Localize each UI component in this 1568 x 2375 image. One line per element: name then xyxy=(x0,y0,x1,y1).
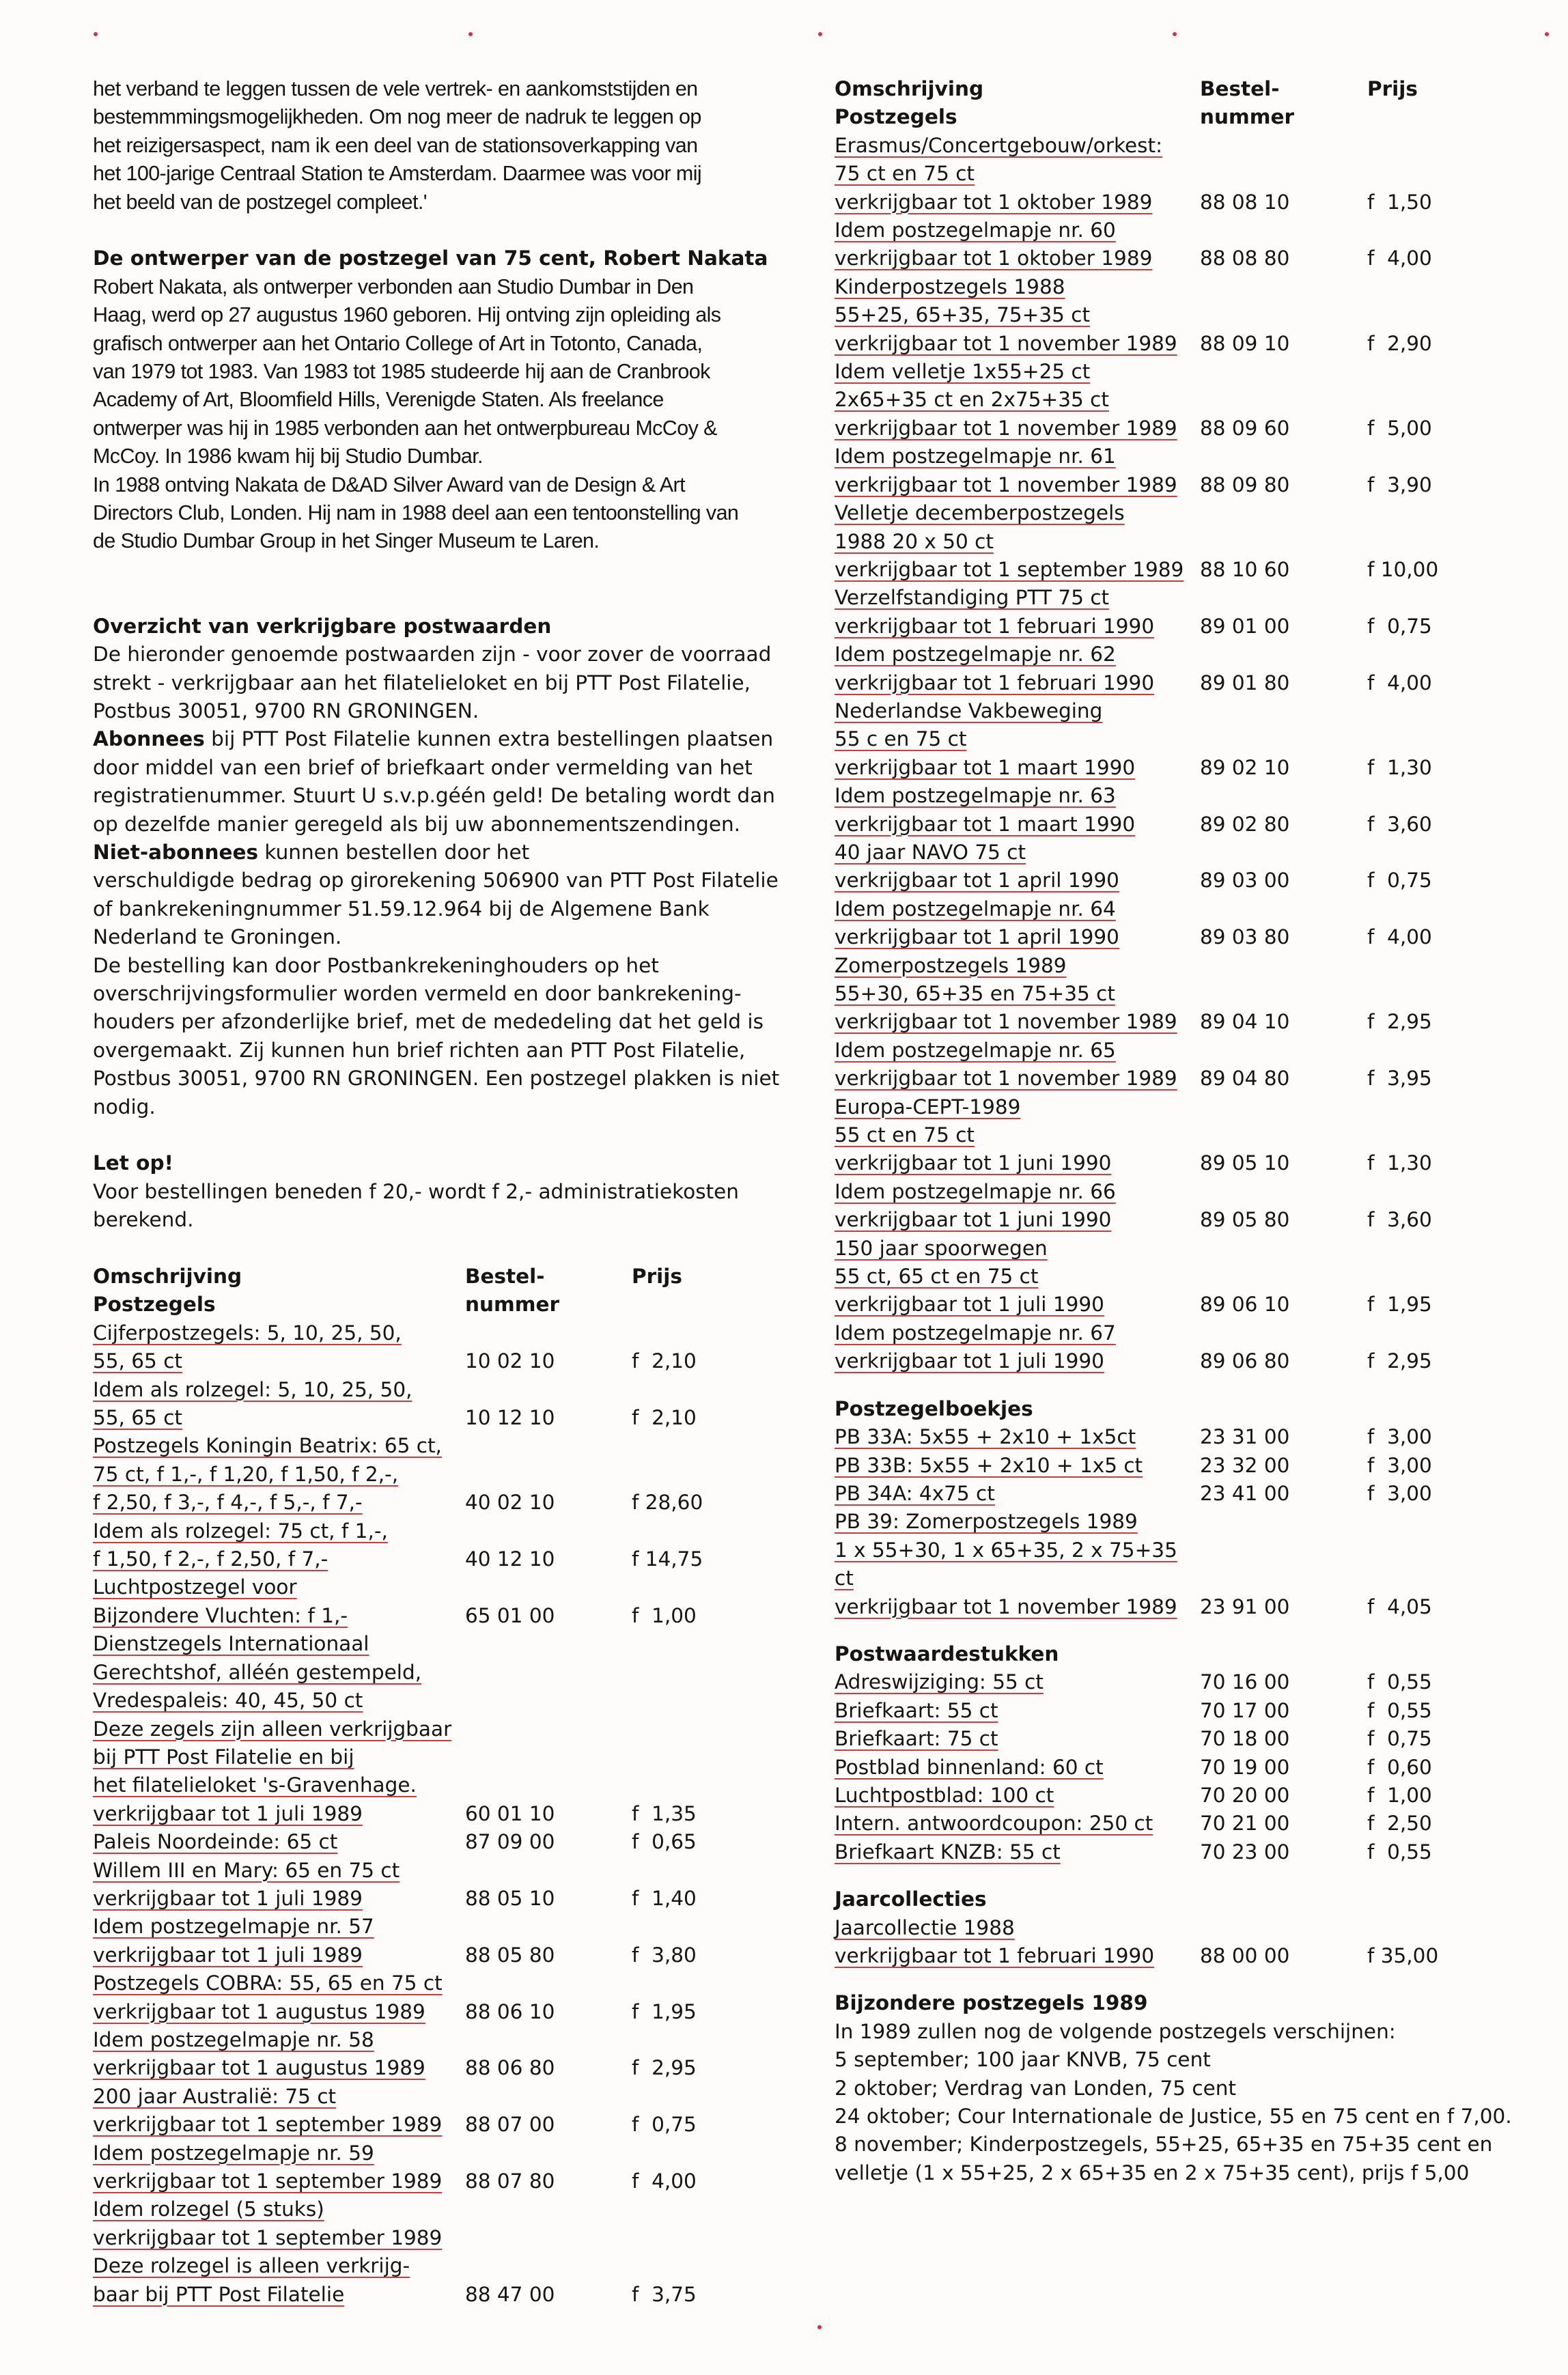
row-order-number: 88 09 10 xyxy=(1200,331,1290,355)
row-price: f 3,75 xyxy=(632,2282,697,2306)
row-price: f 2,50 xyxy=(1367,1812,1432,1836)
row-order-number: 88 06 80 xyxy=(465,2056,555,2080)
table-row xyxy=(93,1828,796,1856)
table-header xyxy=(835,75,1517,132)
table-row xyxy=(835,132,1517,216)
row-price: f 3,90 xyxy=(1367,473,1432,496)
row-description: Nederlandse Vakbeweging 55 c en 75 ct verkrijgbaar tot 1 maart 1990 xyxy=(835,699,1136,779)
special-stamps-paragraph: In 1989 zullen nog de volgende postzegels verschijnen: 5 september; 100 jaar KNVB, 75 cent 2 oktober; Verdrag van Londen, 75 cent 24 oktober; Cour Internationale de Justice, 55 en 75 cent en f 7,00. 8 november; Kinderpostzegels, 55+25, 65+35 en 75+35 cent en velletje (1 x 55+25, 2 x 65+35 en 2 x 75+35 cent), prijs f 5,00 xyxy=(835,2019,1512,2184)
niet-abonnees-label: Niet-abonnees xyxy=(93,840,259,864)
row-price: f 3,60 xyxy=(1367,812,1432,836)
row-description: PB 33A: 5x55 + 2x10 + 1x5ct xyxy=(835,1425,1136,1449)
row-order-number: 89 03 80 xyxy=(1200,925,1290,949)
table-row xyxy=(835,1914,1517,1971)
row-order-number: 23 32 00 xyxy=(1200,1453,1290,1477)
table-row xyxy=(93,1432,796,1517)
row-description: Idem velletje 1x55+25 ct 2x65+35 ct en 2x75+35 ct verkrijgbaar tot 1 november 1989 xyxy=(835,360,1177,440)
designer-paragraph: Robert Nakata, als ontwerper verbonden aan Studio Dumbar in Den Haag, werd op 27 augustus 1960 geboren. Hij ontving zijn opleiding als grafisch ontwerper aan het Ontario College of Art in Totonto, Canada, van 1979 tot 1983. Van 1983 tot 1985 studeerde hij aan de Cranbrook Academy of Art, Bloomfield Hills, Verenigde Staten. Als freelance ontwerper was hij in 1985 verbonden aan het ontwerpbureau McCoy & McCoy. In 1986 kwam hij bij Studio Dumbar. In 1988 ontving Nakata de D&AD Silver Award van de Design & Art Directors Club, Londen. Hij nam in 1988 deel aan een tentoonstelling van de Studio Dumbar Group in het Singer Museum te Laren. xyxy=(93,275,739,553)
abonnees-paragraph xyxy=(93,725,796,839)
row-price: f 4,05 xyxy=(1367,1594,1432,1618)
table-row xyxy=(835,442,1517,499)
row-order-number: 70 21 00 xyxy=(1200,1812,1290,1836)
table-row xyxy=(93,1517,796,1574)
row-price: f 0,75 xyxy=(1367,869,1432,893)
row-price: f 35,00 xyxy=(1367,1944,1439,1967)
header-description: Omschrijving Postzegels xyxy=(93,1265,242,1317)
row-price: f 1,95 xyxy=(632,1999,697,2023)
row-description: Zomerpostzegels 1989 55+30, 65+35 en 75+35 ct verkrijgbaar tot 1 november 1989 xyxy=(835,953,1177,1034)
row-description: Idem rolzegel (5 stuks) verkrijgbaar tot 1 september 1989 Deze rolzegel is alleen verkrijg- baar bij PTT Post Filatelie xyxy=(93,2197,443,2306)
row-description: Idem postzegelmapje nr. 63 verkrijgbaar tot 1 maart 1990 xyxy=(835,784,1136,836)
row-description: Idem postzegelmapje nr. 65 verkrijgbaar tot 1 november 1989 xyxy=(835,1038,1177,1091)
table-row xyxy=(93,1319,796,1376)
row-price: f 1,00 xyxy=(632,1603,697,1627)
row-description: Idem postzegelmapje nr. 59 verkrijgbaar tot 1 september 1989 xyxy=(93,2141,443,2193)
table-row xyxy=(93,2139,796,2196)
table-row xyxy=(93,1857,796,1913)
row-order-number: 89 06 80 xyxy=(1200,1349,1290,1373)
table-row xyxy=(835,1810,1517,1838)
designer-heading: De ontwerper van de postzegel van 75 cent, Robert Nakata xyxy=(93,247,768,270)
row-description: Luchtpostblad: 100 ct xyxy=(835,1783,1054,1807)
row-price: f 14,75 xyxy=(632,1547,703,1571)
row-price: f 5,00 xyxy=(1367,416,1432,440)
table-row xyxy=(835,782,1517,839)
row-price: f 3,60 xyxy=(1367,1208,1432,1232)
niet-abonnees-paragraph xyxy=(93,839,796,1121)
row-description: 200 jaar Australië: 75 ct verkrijgbaar tot 1 september 1989 xyxy=(93,2084,443,2137)
row-order-number: 88 05 80 xyxy=(465,1943,555,1967)
row-order-number: 89 01 00 xyxy=(1200,614,1290,638)
row-price: f 1,40 xyxy=(632,1886,697,1910)
row-description: Cijferpostzegels: 5, 10, 25, 50, 55, 65 ct xyxy=(93,1321,402,1373)
row-order-number: 88 09 60 xyxy=(1200,416,1290,440)
row-order-number: 89 06 10 xyxy=(1200,1293,1290,1317)
row-description: Briefkaart: 75 ct xyxy=(835,1727,998,1751)
header-price: Prijs xyxy=(1367,77,1418,100)
row-order-number: 60 01 10 xyxy=(465,1801,555,1825)
row-description: Idem als rolzegel: 75 ct, f 1,-, f 1,50, f 2,-, f 2,50, f 7,- xyxy=(93,1519,388,1571)
row-description: Dienstzegels Internationaal Gerechtshof, alléén gestempeld, Vredespaleis: 40, 45, 50 ct Deze zegels zijn alleen verkrijgbaar bij PTT Post Filatelie en bij het filatelieloket 's-Gravenhage. verkrijgbaar tot 1 juli 1989 xyxy=(93,1632,452,1825)
table-row xyxy=(835,1423,1517,1451)
row-price: f 4,00 xyxy=(1367,671,1432,694)
table-row xyxy=(835,1178,1517,1235)
row-price: f 3,00 xyxy=(1367,1481,1432,1505)
table-row xyxy=(835,1697,1517,1725)
row-description: Erasmus/Concertgebouw/orkest: 75 ct en 75 ct verkrijgbaar tot 1 oktober 1989 xyxy=(835,133,1163,214)
row-description: Idem postzegelmapje nr. 64 verkrijgbaar tot 1 april 1990 xyxy=(835,897,1119,949)
abonnees-text: bij PTT Post Filatelie kunnen extra bestellingen plaatsen door middel van een brief of briefkaart onder vermelding van het registratienummer. Stuurt U s.v.p.géén geld! De betaling wordt dan op dezelfde manier geregeld als bij uw abonnementszendingen. xyxy=(93,727,775,836)
row-order-number: 88 09 80 xyxy=(1200,473,1290,496)
table-row xyxy=(835,1725,1517,1753)
row-description: Briefkaart KNZB: 55 ct xyxy=(835,1840,1061,1864)
row-order-number: 89 04 10 xyxy=(1200,1010,1290,1034)
row-description: 150 jaar spoorwegen 55 ct, 65 ct en 75 ct verkrijgbaar tot 1 juli 1990 xyxy=(835,1236,1104,1317)
row-order-number: 65 01 00 xyxy=(465,1603,555,1627)
row-price: f 3,00 xyxy=(1367,1425,1432,1449)
row-description: Luchtpostzegel voor Bijzondere Vluchten: f 1,- xyxy=(93,1575,348,1627)
row-price: f 1,00 xyxy=(1367,1783,1432,1807)
row-description: Idem als rolzegel: 5, 10, 25, 50, 55, 65 ct xyxy=(93,1377,412,1430)
row-description: Intern. antwoordcoupon: 250 ct xyxy=(835,1812,1153,1836)
row-order-number: 88 08 10 xyxy=(1200,190,1290,214)
niet-abonnees-text: kunnen bestellen door het verschuldigde bedrag op girorekening 506900 van PTT Post Filatelie of bankrekeningnummer 51.59.12.964 bij de Algemene Bank Nederland te Groningen. De bestelling kan door Postbankrekeninghouders op het overschrijvingsformulier worden vermeld en door bankrekening- houders per afzonderlijke brief, met de mededeling dat het geld is overgemaakt. Zij kunnen hun brief richten aan PTT Post Filatelie, Postbus 30051, 9700 RN GRONINGEN. Een postzegel plakken is niet nodig. xyxy=(93,840,780,1119)
row-price: f 1,30 xyxy=(1367,1151,1432,1175)
row-order-number: 70 16 00 xyxy=(1200,1670,1290,1694)
row-price: f 2,95 xyxy=(632,2056,697,2080)
row-description: Paleis Noordeinde: 65 ct xyxy=(93,1830,338,1854)
special-stamps-heading: Bijzondere postzegels 1989 xyxy=(835,1991,1148,2015)
table-row xyxy=(835,1093,1517,1178)
bottom-dot xyxy=(817,2325,822,2329)
row-order-number: 88 07 80 xyxy=(465,2169,555,2193)
top-dot-3 xyxy=(818,32,822,36)
row-price: f 2,95 xyxy=(1367,1010,1432,1034)
row-price: f 0,75 xyxy=(1367,614,1432,638)
header-order-number: Bestel- nummer xyxy=(465,1265,560,1317)
table-row xyxy=(835,1508,1517,1621)
row-price: f 3,80 xyxy=(632,1943,697,1967)
row-description: Idem postzegelmapje nr. 60 verkrijgbaar tot 1 oktober 1989 xyxy=(835,219,1153,270)
table-row xyxy=(93,1376,796,1433)
top-dot-5 xyxy=(1545,32,1549,36)
row-order-number: 70 19 00 xyxy=(1200,1755,1290,1779)
table-row xyxy=(835,1668,1517,1696)
stamps-table-right xyxy=(835,75,1517,1376)
table-header xyxy=(93,1263,796,1319)
row-price: f 2,10 xyxy=(632,1406,697,1430)
row-description: Idem postzegelmapje nr. 57 verkrijgbaar tot 1 juli 1989 xyxy=(93,1915,374,1967)
table-row xyxy=(835,1480,1517,1508)
row-price: f 0,75 xyxy=(632,2113,697,2137)
left-column xyxy=(93,75,796,2309)
yearsets-table xyxy=(835,1914,1517,1971)
row-order-number: 88 08 80 xyxy=(1200,247,1290,270)
row-description: Velletje decemberpostzegels 1988 20 x 50 ct verkrijgbaar tot 1 september 1989 xyxy=(835,501,1184,581)
table-row xyxy=(835,273,1517,358)
row-order-number: 89 02 80 xyxy=(1200,812,1290,836)
row-description: Postzegels COBRA: 55, 65 en 75 ct verkrijgbaar tot 1 augustus 1989 xyxy=(93,1971,443,2023)
table-row xyxy=(835,1782,1517,1810)
table-row xyxy=(93,1969,796,2026)
table-row xyxy=(93,2083,796,2139)
row-price: f 28,60 xyxy=(632,1491,703,1515)
row-order-number: 70 18 00 xyxy=(1200,1727,1290,1751)
row-price: f 0,55 xyxy=(1367,1840,1432,1864)
row-price: f 3,00 xyxy=(1367,1453,1432,1477)
header-price: Prijs xyxy=(632,1265,682,1288)
row-order-number: 10 02 10 xyxy=(465,1349,555,1373)
row-description: Kinderpostzegels 1988 55+25, 65+35, 75+35 ct verkrijgbaar tot 1 november 1989 xyxy=(835,275,1177,355)
row-order-number: 88 47 00 xyxy=(465,2282,555,2306)
table-row xyxy=(835,1754,1517,1782)
row-price: f 1,35 xyxy=(632,1801,697,1825)
table-row xyxy=(835,1838,1517,1866)
stationery-heading: Postwaardestukken xyxy=(835,1642,1059,1666)
row-description: Idem postzegelmapje nr. 67 verkrijgbaar tot 1 juli 1990 xyxy=(835,1321,1116,1373)
row-description: Idem postzegelmapje nr. 66 verkrijgbaar tot 1 juni 1990 xyxy=(835,1179,1116,1232)
letop-heading: Let op! xyxy=(93,1151,174,1175)
row-order-number: 23 31 00 xyxy=(1200,1425,1290,1449)
overview-heading: Overzicht van verkrijgbare postwaarden xyxy=(93,614,552,638)
row-order-number: 40 12 10 xyxy=(465,1547,555,1571)
table-row xyxy=(93,2195,796,2309)
top-dot-4 xyxy=(1173,32,1177,36)
row-price: f 2,10 xyxy=(632,1349,697,1373)
row-price: f 0,55 xyxy=(1367,1670,1432,1694)
stationery-table xyxy=(835,1668,1517,1866)
row-description: Europa-CEPT-1989 55 ct en 75 ct verkrijgbaar tot 1 juni 1990 xyxy=(835,1095,1112,1175)
table-row xyxy=(93,1913,796,1969)
row-order-number: 89 04 80 xyxy=(1200,1067,1290,1091)
intro-paragraph: het verband te leggen tussen de vele vertrek- en aankomststijden en bestemmmingsmogelijkheden. Om nog meer de nadruk te leggen op het reizigersaspect, nam ik een deel van de stationsoverkapping van het 100-jarige Centraal Station te Amsterdam. Daarmee was voor mij het beeld van de postzegel compleet.' xyxy=(93,77,702,214)
row-price: f 2,95 xyxy=(1367,1349,1432,1373)
row-order-number: 89 02 10 xyxy=(1200,755,1290,779)
table-row xyxy=(835,1319,1517,1376)
row-description: Idem postzegelmapje nr. 61 verkrijgbaar tot 1 november 1989 xyxy=(835,445,1177,496)
row-order-number: 88 06 10 xyxy=(465,1999,555,2023)
row-price: f 4,00 xyxy=(1367,925,1432,949)
header-order-number: Bestel- nummer xyxy=(1200,77,1295,129)
row-order-number: 40 02 10 xyxy=(465,1491,555,1515)
table-row xyxy=(835,952,1517,1037)
row-description: PB 39: Zomerpostzegels 1989 1 x 55+30, 1 x 65+35, 2 x 75+35 ct verkrijgbaar tot 1 november 1989 xyxy=(835,1510,1177,1618)
row-order-number: 88 05 10 xyxy=(465,1886,555,1910)
row-price: f 4,00 xyxy=(1367,247,1432,270)
row-order-number: 70 23 00 xyxy=(1200,1840,1290,1864)
yearsets-heading: Jaarcollecties xyxy=(835,1887,987,1911)
table-row xyxy=(835,641,1517,697)
row-order-number: 23 91 00 xyxy=(1200,1594,1290,1618)
table-row xyxy=(835,895,1517,952)
right-column xyxy=(835,75,1517,2187)
row-description: Jaarcollectie 1988 verkrijgbaar tot 1 februari 1990 xyxy=(835,1915,1155,1967)
row-order-number: 23 41 00 xyxy=(1200,1481,1290,1505)
letop-paragraph: Voor bestellingen beneden f 20,- wordt f 2,- administratiekosten berekend. xyxy=(93,1179,739,1232)
table-row xyxy=(93,2026,796,2083)
row-price: f 2,90 xyxy=(1367,331,1432,355)
row-order-number: 70 17 00 xyxy=(1200,1698,1290,1722)
row-description: 40 jaar NAVO 75 ct verkrijgbaar tot 1 april 1990 xyxy=(835,840,1119,893)
row-description: Willem III en Mary: 65 en 75 ct verkrijgbaar tot 1 juli 1989 xyxy=(93,1858,400,1910)
top-dot-1 xyxy=(94,32,98,36)
booklets-table xyxy=(835,1423,1517,1621)
row-description: Idem postzegelmapje nr. 58 verkrijgbaar tot 1 augustus 1989 xyxy=(93,2027,425,2080)
row-description: Adreswijziging: 55 ct xyxy=(835,1670,1044,1694)
row-order-number: 70 20 00 xyxy=(1200,1783,1290,1807)
row-price: f 1,95 xyxy=(1367,1293,1432,1317)
row-description: Idem postzegelmapje nr. 62 verkrijgbaar tot 1 februari 1990 xyxy=(835,643,1155,694)
table-row xyxy=(835,839,1517,895)
row-description: Briefkaart: 55 ct xyxy=(835,1698,998,1722)
table-row xyxy=(835,499,1517,584)
row-order-number: 89 05 80 xyxy=(1200,1208,1290,1232)
row-description: Postblad binnenland: 60 ct xyxy=(835,1755,1104,1779)
row-order-number: 87 09 00 xyxy=(465,1830,555,1854)
stamps-table-left xyxy=(93,1263,796,2309)
booklets-heading: Postzegelboekjes xyxy=(835,1396,1033,1420)
table-row xyxy=(93,1573,796,1630)
row-description: Postzegels Koningin Beatrix: 65 ct, 75 ct, f 1,-, f 1,20, f 1,50, f 2,-, f 2,50, f 3,-, f 4,-, f 5,-, f 7,- xyxy=(93,1434,442,1515)
row-price: f 1,50 xyxy=(1367,190,1432,214)
row-order-number: 10 12 10 xyxy=(465,1406,555,1430)
row-order-number: 88 00 00 xyxy=(1200,1944,1290,1967)
row-price: f 1,30 xyxy=(1367,755,1432,779)
table-row xyxy=(835,216,1517,273)
top-dot-2 xyxy=(468,32,473,36)
table-row xyxy=(835,1037,1517,1093)
row-price: f 0,75 xyxy=(1367,1727,1432,1751)
header-description: Omschrijving Postzegels xyxy=(835,77,984,129)
row-price: f 0,65 xyxy=(632,1830,697,1854)
table-row xyxy=(835,1452,1517,1480)
row-description: PB 34A: 4x75 ct xyxy=(835,1481,995,1505)
row-description: PB 33B: 5x55 + 2x10 + 1x5 ct xyxy=(835,1453,1143,1477)
row-order-number: 89 05 10 xyxy=(1200,1151,1290,1175)
row-price: f 0,55 xyxy=(1367,1698,1432,1722)
table-row xyxy=(93,1630,796,1828)
row-order-number: 89 01 80 xyxy=(1200,671,1290,694)
row-order-number: 89 03 00 xyxy=(1200,869,1290,893)
row-price: f 10,00 xyxy=(1367,557,1439,581)
table-row xyxy=(835,358,1517,442)
row-order-number: 88 10 60 xyxy=(1200,557,1290,581)
row-description: Verzelfstandiging PTT 75 ct verkrijgbaar tot 1 februari 1990 xyxy=(835,586,1155,638)
abonnees-label: Abonnees xyxy=(93,727,205,751)
table-row xyxy=(835,1235,1517,1319)
row-price: f 3,95 xyxy=(1367,1067,1432,1091)
row-price: f 4,00 xyxy=(632,2169,697,2193)
table-row xyxy=(835,697,1517,782)
table-row xyxy=(835,584,1517,641)
row-order-number: 88 07 00 xyxy=(465,2113,555,2137)
row-price: f 0,60 xyxy=(1367,1755,1432,1779)
overview-paragraph: De hieronder genoemde postwaarden zijn - voor zover de voorraad strekt - verkrijgbaar aan het filatelieloket en bij PTT Post Filatelie, Postbus 30051, 9700 RN GRONINGEN. xyxy=(93,643,772,722)
